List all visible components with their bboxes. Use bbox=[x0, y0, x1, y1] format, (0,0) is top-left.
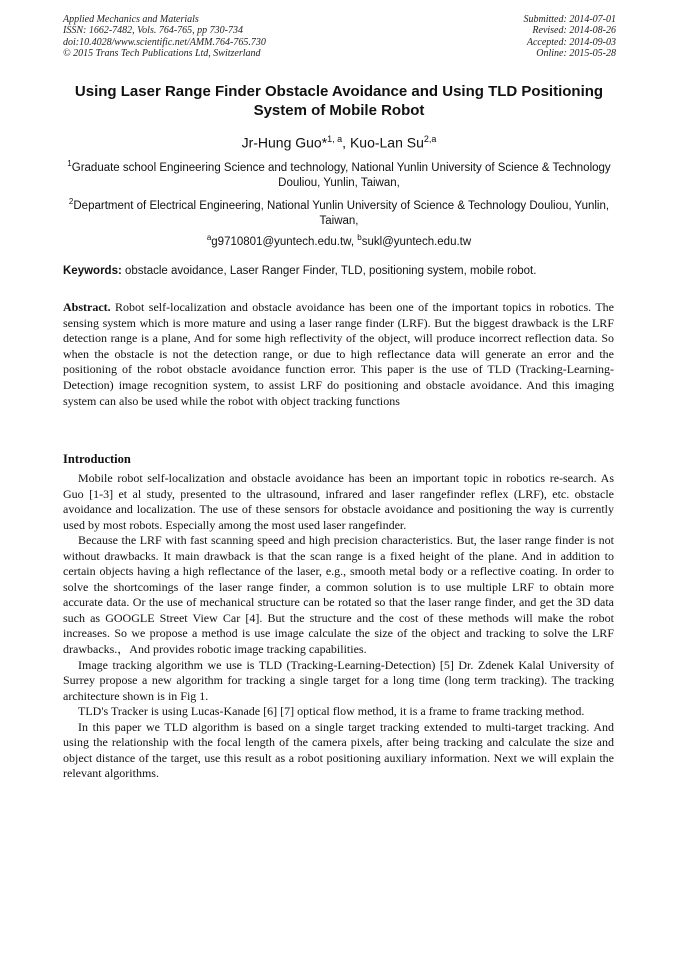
author-separator: , bbox=[342, 134, 350, 151]
abstract-label: Abstract. bbox=[63, 300, 111, 314]
journal-name: Applied Mechanics and Materials bbox=[63, 14, 199, 25]
affiliation-2-text: Department of Electrical Engineering, National Yunlin University of Science & Technology Douliou, Yunlin, Taiwan, bbox=[73, 199, 610, 228]
introduction-body bbox=[63, 471, 614, 782]
paper-title: Using Laser Range Finder Obstacle Avoidance and Using TLD Positioning System of Mobile Robot bbox=[74, 83, 604, 119]
submitted-date: Submitted: 2014-07-01 bbox=[523, 14, 616, 25]
email-a[interactable]: g9710801@yuntech.edu.tw, bbox=[211, 235, 358, 248]
author-2-affiliation-mark: 2,a bbox=[423, 134, 437, 144]
section-heading-introduction: Introduction bbox=[63, 452, 131, 466]
author-1: Jr-Hung Guo* bbox=[241, 134, 328, 151]
paragraph: Image tracking algorithm we use is TLD (Tracking-Learning-Detection) [5] Dr. Zdenek Kalal University of Surrey propose a new algorithm for tracking a single target for a long time (long term tracking). The tracking architecture shown is in Fig 1. bbox=[63, 657, 614, 703]
affiliation-1 bbox=[62, 156, 616, 192]
online-date: Online: 2015-05-28 bbox=[536, 47, 616, 59]
author-1-affiliation-mark: 1, a bbox=[327, 134, 343, 144]
keywords-text: obstacle avoidance, Laser Ranger Finder, TLD, positioning system, mobile robot. bbox=[121, 265, 537, 277]
paragraph: Mobile robot self-localization and obstacle avoidance has been an important topic in robotics re-search. As Guo [1-3] et al study, presented to the ultrasound, infrared and laser rangefinder reflex (LRF), etc. obstacle avoidance and localization. The use of these sensors for obstacle avoidance and positioning the way is currently used by most robots. Especially among the most used laser rangefinder. bbox=[63, 471, 614, 532]
author-2: Kuo-Lan Su bbox=[349, 134, 424, 151]
doi-line[interactable]: doi:10.4028/www.scientific.net/AMM.764-765.730 bbox=[63, 36, 266, 48]
affiliation-2-mark: 2 bbox=[68, 197, 74, 206]
email-b[interactable]: sukl@yuntech.edu.tw bbox=[361, 235, 472, 248]
journal-info bbox=[63, 14, 266, 59]
keywords bbox=[63, 264, 615, 279]
issn-line: ISSN: 1662-7482, Vols. 764-765, pp 730-734 bbox=[63, 25, 243, 37]
email-a-mark: a bbox=[206, 233, 212, 242]
keywords-label: Keywords: bbox=[63, 265, 122, 277]
author-list bbox=[60, 130, 618, 152]
abstract bbox=[63, 300, 614, 409]
paragraph: In this paper we TLD algorithm is based on a single target tracking extended to multi-target tracking. And using the relationship with the focal length of the camera pixels, after being tracking and calculate the size and object distance of the target, use this result as a robot positioning auxiliary information. Next we will explain the relevant algorithms. bbox=[63, 719, 614, 781]
affiliation-1-text: Graduate school Engineering Science and technology, National Yunlin University of Science & Technology Douliou, Yunlin, Taiwan, bbox=[71, 161, 611, 190]
revised-date: Revised: 2014-08-26 bbox=[532, 25, 616, 37]
submission-dates bbox=[524, 14, 617, 59]
copyright-line: © 2015 Trans Tech Publications Ltd, Switzerland bbox=[63, 47, 261, 59]
paragraph: Because the LRF with fast scanning speed and high precision characteristics. But, the laser range finder is not without drawbacks. It main drawback is that the scan range is a fixed height of the plane. And in addition to certain objects having a high reflectance of the laser, e.g., smooth metal body or a reflective coating. In order to solve the shortcomings of the laser range finder, a common solution is to use multiple LRF to obtain more accurate data. Or the use of mechanical structure can be rotated so that the laser range finder, and get the 3D data such as GOOGLE Street View Car [4]. But the structure and the cost of these methods will make the robot increases. So we propose a method is use image calculate the size of the object and tracking to solve the LRF drawbacks.，And provides robotic image tracking capabilities. bbox=[63, 533, 614, 657]
paragraph: TLD's Tracker is using Lucas-Kanade [6] [7] optical flow method, it is a frame to frame tracking method. bbox=[78, 704, 585, 719]
abstract-text: Robot self-localization and obstacle avoidance has been one of the important topics in robotics. The sensing system which is more mature and using a laser range finder (LRF). But the biggest drawback is the LRF detection range is a plane, And for some high reflectivity of the object, will produce incorrect reflection data. So when the obstacle is not the detection range, or due to high reflectance data will generate an error and the positioning of the robot obstacle avoidance function error. This paper is the use of TLD (Tracking-Learning-Detection) image recognition system, to assist LRF do positioning and obstacle avoidance. And this imaging system can also be used while the robot with object tracking functions bbox=[63, 300, 614, 408]
accepted-date: Accepted: 2014-09-03 bbox=[526, 36, 616, 48]
email-b-mark: b bbox=[357, 233, 362, 242]
affiliation-1-mark: 1 bbox=[67, 159, 72, 168]
affiliation-2 bbox=[62, 194, 616, 230]
author-emails bbox=[62, 230, 616, 250]
